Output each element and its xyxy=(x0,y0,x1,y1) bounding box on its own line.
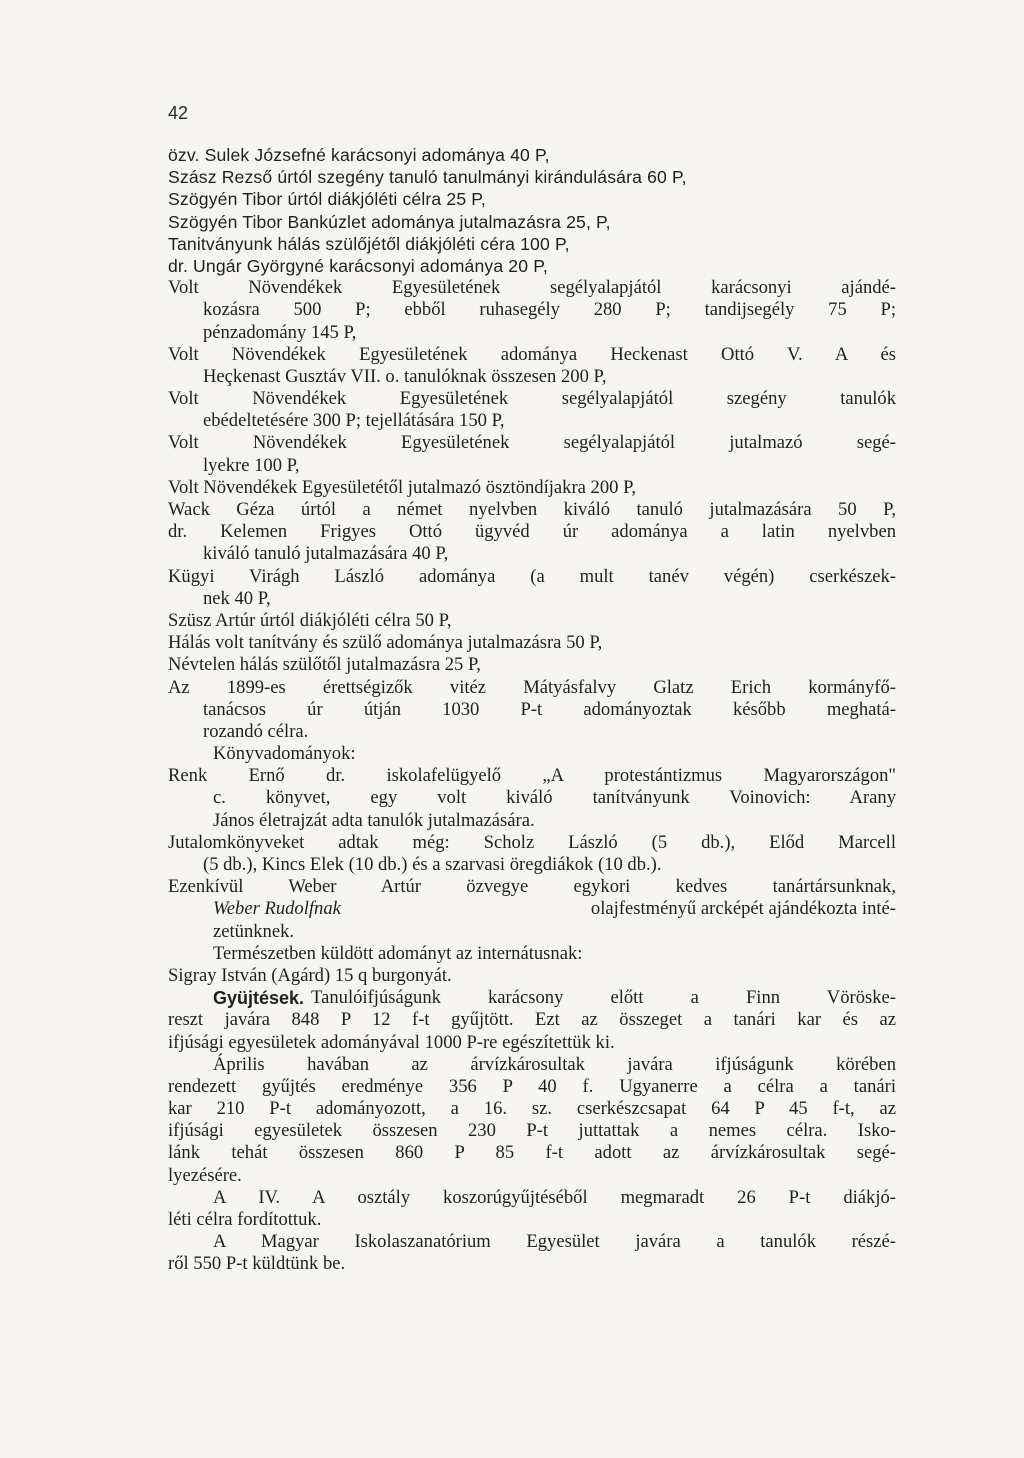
text-line: lyezésére. xyxy=(168,1164,242,1186)
text-line: Sigray István (Agárd) 15 q burgonyát. xyxy=(168,964,452,986)
text-line: A Magyar Iskolaszanatórium Egyesület javára a tanulók részé- xyxy=(213,1231,896,1253)
text-line: A IV. A osztály koszorúgyűjtéséből megmaradt 26 P-t diákjó- xyxy=(213,1186,896,1208)
text-line: Szüsz Artúr úrtól diákjóléti célra 50 P, xyxy=(168,609,452,631)
text-line: Ezenkívül Weber Artúr özvegye egykori kedves tanártársunknak, xyxy=(168,876,896,898)
text-line: Hálás volt tanítvány és szülő adománya jutalmazásra 50 P, xyxy=(168,632,603,654)
text-line: dr. Kelemen Frigyes Ottó ügyvéd úr adománya a latin nyelvben xyxy=(168,521,896,543)
text-line: Wack Géza úrtól a német nyelvben kiváló tanuló jutalmazására 50 P, xyxy=(168,499,896,520)
text-line: Volt Növendékek Egyesületének segélyalapjától szegény tanulók xyxy=(168,388,896,410)
text-line: Volt Növendékek Egyesületétől jutalmazó ösztöndíjakra 200 P, xyxy=(168,476,637,498)
text-line: c. könyvet, egy volt kiváló tanítványunk Voinovich: Arany xyxy=(213,787,896,809)
text-line: Természetben küldött adományt az internátusnak: xyxy=(213,942,583,964)
text-line: lyekre 100 P, xyxy=(203,454,300,476)
text-line: Április havában az árvízkárosultak javára ifjúságunk körében xyxy=(213,1053,896,1075)
text-line: Heçkenast Gusztáv VII. o. tanulóknak összesen 200 P, xyxy=(203,365,607,387)
body-text xyxy=(168,144,896,1276)
text-line: Szögyén Tibor úrtól diákjóléti célra 25 P, xyxy=(168,189,486,210)
text-line: Az 1899-es érettségizők vitéz Mátyásfalvy Glatz Erich kormányfő- xyxy=(168,676,896,698)
text-line: Névtelen hálás szülőtől jutalmazásra 25 P, xyxy=(168,654,481,676)
section-heading: Gyüjtések. xyxy=(213,988,305,1009)
text-line: zetünknek. xyxy=(213,920,295,942)
text-line: Renk Ernő dr. iskolafelügyelő „A protestántizmus Magyarországon" xyxy=(168,765,896,787)
page-number: 42 xyxy=(168,103,189,123)
italic-name: Weber Rudolfnak xyxy=(213,898,341,920)
text-span: Tanulóifjúságunk karácsony előtt a Finn Vöröske- xyxy=(311,987,896,1009)
text-line xyxy=(168,898,896,920)
text-line: (5 db.), Kincs Elek (10 db.) és a szarvasi öregdiákok (10 db.). xyxy=(203,854,662,875)
text-line: rozandó célra. xyxy=(203,720,309,742)
text-line: kiváló tanuló jutalmazására 40 P, xyxy=(203,543,449,565)
text-line xyxy=(168,987,896,1009)
text-line: Jutalomkönyveket adtak még: Scholz László (5 db.), Előd Marcell xyxy=(168,831,896,853)
text-line: Volt Növendékek Egyesületének segélyalapjától jutalmazó segé- xyxy=(168,432,896,454)
text-line: tanácsos úr útján 1030 P-t adományoztak később meghatá- xyxy=(203,698,896,720)
text-line: kozásra 500 P; ebből ruhasegély 280 P; tandijsegély 75 P; xyxy=(203,299,896,321)
text-line: reszt javára 848 P 12 f-t gyűjtött. Ezt az összeget a tanári kar és az xyxy=(168,1009,896,1031)
text-line: János életrajzát adta tanulók jutalmazására. xyxy=(213,809,535,831)
text-line: Tanitványunk hálás szülőjétől diákjóléti céra 100 P, xyxy=(168,233,570,254)
text-line: dr. Ungár Györgyné karácsonyi adománya 20 P, xyxy=(168,255,548,276)
text-line: ről 550 P-t küldtünk be. xyxy=(168,1253,346,1275)
text-line: Volt Növendékek Egyesületének adománya Heckenast Ottó V. A és xyxy=(168,343,896,365)
text-line: Szögyén Tibor Bankúzlet adománya jutalmazásra 25, P, xyxy=(168,211,611,232)
text-line: ifjúsági egyesületek adományával 1000 P-re egészítettük ki. xyxy=(168,1031,615,1053)
text-line: kar 210 P-t adományozott, a 16. sz. cserkészcsapat 64 P 45 f-t, az xyxy=(168,1098,896,1120)
text-line: pénzadomány 145 P, xyxy=(203,321,357,343)
text-line: Volt Növendékek Egyesületének segélyalapjától karácsonyi ajándé- xyxy=(168,277,896,299)
text-span: olajfestményű arcképét ajándékozta inté- xyxy=(590,898,896,920)
text-line: Kügyi Virágh László adománya (a mult tanév végén) cserkészek- xyxy=(168,565,896,587)
text-line: lánk tehát összesen 860 P 85 f-t adott az árvízkárosultak segé- xyxy=(168,1142,896,1164)
text-line: Szász Rezső úrtól szegény tanuló tanulmányi kirándulására 60 P, xyxy=(168,167,687,188)
text-line: Könyvadományok: xyxy=(213,743,356,765)
text-line: özv. Sulek Józsefné karácsonyi adománya 40 P, xyxy=(168,145,550,165)
text-line: ebédeltetésére 300 P; tejellátására 150 P, xyxy=(203,410,505,432)
text-line: nek 40 P, xyxy=(203,587,271,609)
text-line: rendezett gyűjtés eredménye 356 P 40 f. Ugyanerre a célra a tanári xyxy=(168,1075,896,1097)
text-line: ifjúsági egyesületek összesen 230 P-t juttattak a nemes célra. Isko- xyxy=(168,1120,896,1142)
text-line: léti célra fordítottuk. xyxy=(168,1209,322,1230)
